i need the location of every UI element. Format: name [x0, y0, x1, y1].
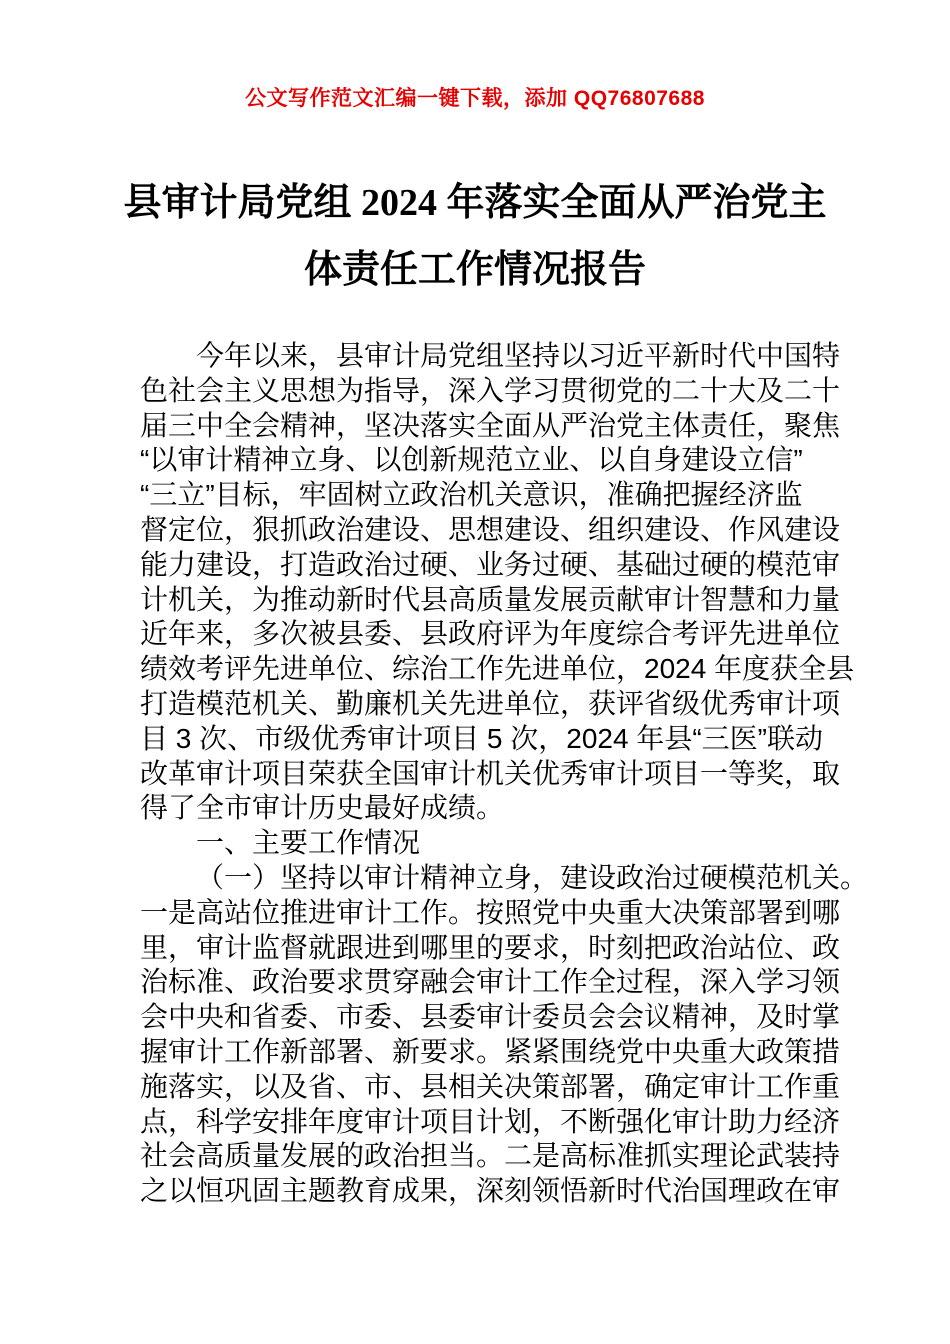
body-line: 之以恒巩固主题教育成果，深刻领悟新时代治国理政在审 [140, 1175, 841, 1207]
body-line: 色社会主义思想为指导，深入学习贯彻党的二十大及二十 [140, 374, 841, 406]
document-body [140, 339, 869, 1209]
body-line: 点，科学安排年度审计项目计划，不断强化审计助力经济 [140, 1105, 841, 1137]
promo-notice: 公文写作范文汇编一键下载，添加 QQ76807688 [245, 87, 705, 110]
body-line: 一是高站位推进审计工作。按照党中央重大决策部署到哪 [140, 896, 841, 928]
body-line: 目 3 次、市级优秀审计项目 5 次，2024 年县“三医”联动 [140, 722, 823, 754]
body-line: 改革审计项目荣获全国审计机关优秀审计项目一等奖，取 [140, 757, 841, 789]
body-line: 计机关，为推动新时代县高质量发展贡献审计智慧和力量 [140, 583, 841, 615]
body-line: 绩效考评先进单位、综治工作先进单位，2024 年度获全县 [140, 653, 855, 685]
document-title [0, 170, 950, 304]
body-line: 督定位，狠抓政治建设、思想建设、组织建设、作风建设 [140, 513, 841, 545]
body-line: “三立”目标，牢固树立政治机关意识，准确把握经济监 [140, 479, 803, 511]
title-line-1: 县审计局党组 2024 年落实全面从严治党主 [123, 182, 827, 224]
body-line: 能力建设，打造政治过硬、业务过硬、基础过硬的模范审 [140, 548, 841, 580]
body-line: 施落实，以及省、市、县相关决策部署，确定审计工作重 [140, 1070, 841, 1102]
title-line-2: 体责任工作情况报告 [303, 249, 646, 291]
body-line: 里，审计监督就跟进到哪里的要求，时刻把政治站位、政 [140, 931, 841, 963]
body-line: “以审计精神立身、以创新规范立业、以自身建设立信” [140, 444, 803, 476]
body-line: 治标准、政治要求贯穿融会审计工作全过程，深入学习领 [140, 966, 841, 998]
body-line: 近年来，多次被县委、县政府评为年度综合考评先进单位 [140, 618, 841, 650]
body-line: 得了全市审计历史最好成绩。 [140, 792, 505, 824]
body-line: 握审计工作新部署、新要求。紧紧围绕党中央重大政策措 [140, 1035, 841, 1067]
body-line: 今年以来，县审计局党组坚持以习近平新时代中国特 [196, 340, 841, 371]
body-line: 一、主要工作情况 [196, 827, 421, 859]
body-line: 打造模范机关、勤廉机关先进单位，获评省级优秀审计项 [140, 687, 841, 719]
body-line: （一）坚持以审计精神立身，建设政治过硬模范机关。 [196, 861, 869, 893]
body-line: 会中央和省委、市委、县委审计委员会会议精神，及时掌 [140, 1001, 841, 1033]
body-line: 社会高质量发展的政治担当。二是高标准抓实理论武装持 [140, 1140, 841, 1172]
body-line: 届三中全会精神，坚决落实全面从严治党主体责任，聚焦 [140, 409, 841, 441]
